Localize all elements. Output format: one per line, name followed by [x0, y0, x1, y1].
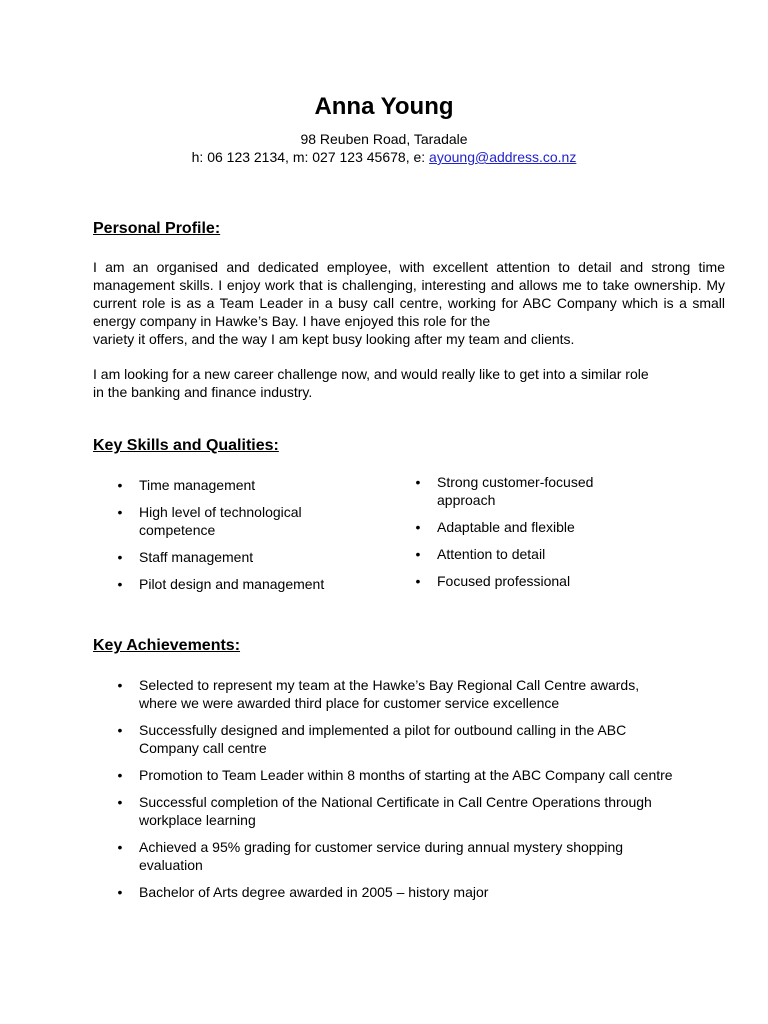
list-item	[115, 575, 340, 593]
skills-heading: Key Skills and Qualities:	[93, 437, 279, 454]
bullet-icon: •	[117, 722, 123, 738]
skill-text: Focused professional	[437, 573, 571, 589]
bullet-icon: •	[415, 519, 421, 535]
list-item	[115, 793, 680, 829]
achievement-text: Successfully designed and implemented a pilot for outbound calling in the ABC Company call centre	[139, 722, 627, 756]
profile-paragraph-1-last-line: variety it offers, and the way I am kept busy looking after my team and clients.	[93, 331, 575, 347]
list-item	[115, 503, 340, 539]
bullet-icon: •	[117, 504, 123, 520]
candidate-name: Anna Young	[314, 93, 454, 120]
list-item	[413, 518, 638, 536]
bullet-icon: •	[117, 477, 123, 493]
achievement-text: Promotion to Team Leader within 8 months of starting at the ABC Company call centre	[139, 767, 673, 783]
bullet-icon: •	[117, 884, 123, 900]
bullet-icon: •	[117, 677, 123, 693]
profile-heading: Personal Profile:	[93, 220, 221, 237]
skills-list-right	[413, 473, 638, 599]
list-item	[115, 838, 680, 874]
contact-address: 98 Reuben Road, Taradale	[300, 131, 468, 147]
skill-text: Strong customer-focused approach	[437, 474, 594, 508]
achievement-text: Selected to represent my team at the Hawke’s Bay Regional Call Centre awards, where we were awarded third place for customer service excellence	[139, 677, 640, 711]
list-item	[115, 476, 340, 494]
bullet-icon: •	[415, 573, 421, 589]
list-item	[115, 883, 680, 901]
skills-list-left	[115, 476, 340, 602]
bullet-icon: •	[117, 549, 123, 565]
achievement-text: Achieved a 95% grading for customer service during annual mystery shopping evaluation	[139, 839, 624, 873]
skill-text: Attention to detail	[437, 546, 546, 562]
bullet-icon: •	[117, 794, 123, 810]
profile-paragraph-2	[93, 365, 725, 401]
contact-phones: h: 06 123 2134, m: 027 123 45678, e:	[191, 149, 430, 165]
skill-text: Staff management	[139, 549, 254, 565]
list-item	[115, 676, 680, 712]
email-link[interactable]: ayoung@address.co.nz	[429, 149, 577, 165]
list-item	[413, 473, 638, 509]
bullet-icon: •	[117, 576, 123, 592]
skill-text: Adaptable and flexible	[437, 519, 575, 535]
achievements-list	[115, 676, 680, 910]
list-item	[115, 548, 340, 566]
bullet-icon: •	[117, 839, 123, 855]
contact-line	[0, 148, 768, 166]
bullet-icon: •	[117, 767, 123, 783]
profile-paragraph-1-text: I am an organised and dedicated employee, with excellent attention to detail and strong time management skills. I enjoy work that is challenging, interesting and allows me to take ownership. My current role is as a Team Leader in a busy call centre, working for ABC Company which is a small energy company in Hawke’s Bay. I have enjoyed this role for the	[93, 259, 725, 329]
skill-text: Pilot design and management	[139, 576, 325, 592]
achievement-text: Successful completion of the National Certificate in Call Centre Operations through workplace learning	[139, 794, 652, 828]
profile-paragraph-2-last-line: in the banking and finance industry.	[93, 384, 313, 400]
bullet-icon: •	[415, 546, 421, 562]
profile-paragraph-2-text: I am looking for a new career challenge now, and would really like to get into a similar role	[93, 366, 649, 382]
list-item	[413, 545, 638, 563]
skill-text: High level of technological competence	[139, 504, 302, 538]
bullet-icon: •	[415, 474, 421, 490]
list-item	[115, 721, 680, 757]
profile-paragraph-1	[93, 258, 725, 348]
achievement-text: Bachelor of Arts degree awarded in 2005 – history major	[139, 884, 489, 900]
skill-text: Time management	[139, 477, 256, 493]
list-item	[413, 572, 638, 590]
achievements-heading: Key Achievements:	[93, 637, 241, 654]
list-item	[115, 766, 680, 784]
